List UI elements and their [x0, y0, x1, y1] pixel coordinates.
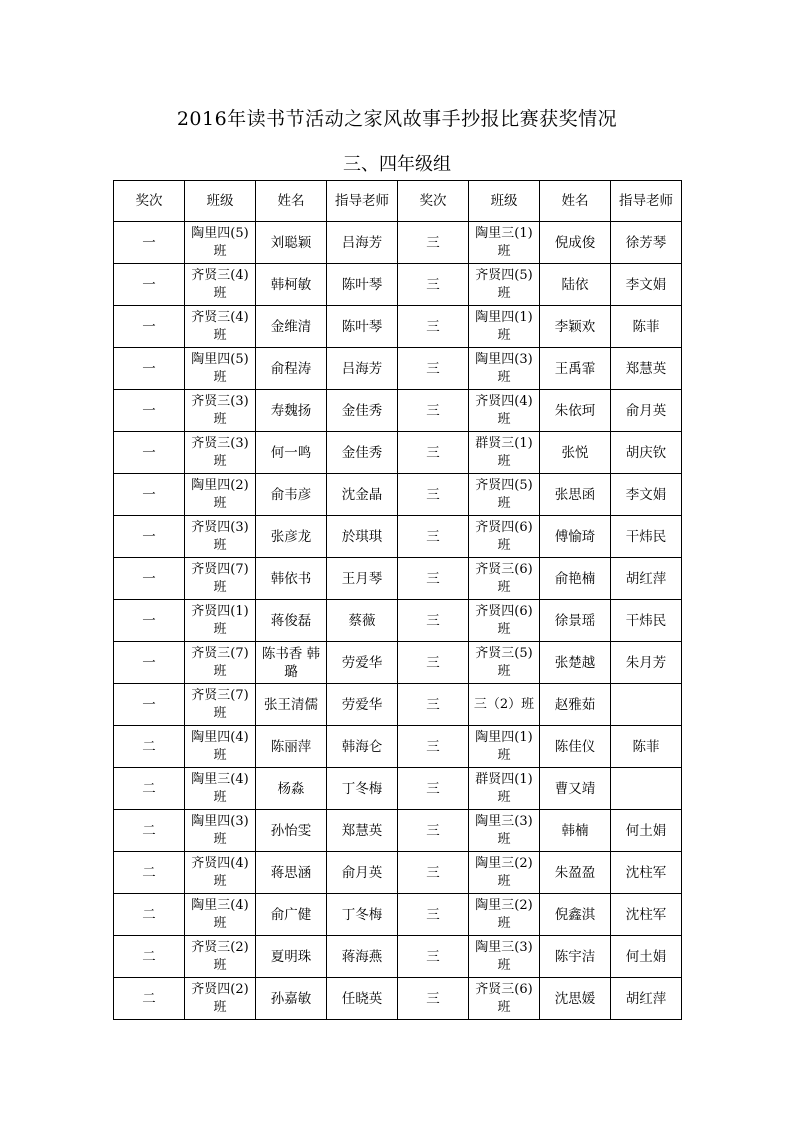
- class-name-cell: 齐贤三(5)班: [469, 642, 540, 684]
- award-rank-cell: 一: [114, 306, 185, 348]
- student-name-cell: 张思函: [540, 474, 611, 516]
- award-rank-cell: 一: [114, 474, 185, 516]
- teacher-name-cell: 李文娟: [611, 474, 682, 516]
- award-rank-cell: 三: [398, 264, 469, 306]
- award-rank-cell: 一: [114, 684, 185, 726]
- student-name-cell: 蒋思涵: [256, 852, 327, 894]
- column-header: 班级: [185, 181, 256, 222]
- teacher-name-cell: 俞月英: [327, 852, 398, 894]
- student-name-cell: 倪成俊: [540, 222, 611, 264]
- table-row: [114, 768, 682, 810]
- teacher-name-cell: 王月琴: [327, 558, 398, 600]
- teacher-name-cell: 何土娟: [611, 936, 682, 978]
- student-name-cell: 俞程涛: [256, 348, 327, 390]
- teacher-name-cell: 蔡薇: [327, 600, 398, 642]
- teacher-name-cell: 丁冬梅: [327, 768, 398, 810]
- class-name-cell: 齐贤三(4)班: [185, 264, 256, 306]
- teacher-name-cell: 韩海仑: [327, 726, 398, 768]
- award-rank-cell: 三: [398, 852, 469, 894]
- class-name-cell: 齐贤四(4)班: [185, 852, 256, 894]
- award-rank-cell: 二: [114, 852, 185, 894]
- class-name-cell: 齐贤四(4)班: [469, 390, 540, 432]
- teacher-name-cell: 金佳秀: [327, 390, 398, 432]
- table-row: [114, 600, 682, 642]
- student-name-cell: 陈佳仪: [540, 726, 611, 768]
- teacher-name-cell: 郑慧英: [327, 810, 398, 852]
- table-row: [114, 978, 682, 1020]
- class-name-cell: 三（2）班: [469, 684, 540, 726]
- teacher-name-cell: 胡红萍: [611, 978, 682, 1020]
- teacher-name-cell: 吕海芳: [327, 222, 398, 264]
- award-rank-cell: 一: [114, 558, 185, 600]
- class-name-cell: 陶里三(2)班: [469, 852, 540, 894]
- class-name-cell: 陶里四(3)班: [469, 348, 540, 390]
- student-name-cell: 俞广健: [256, 894, 327, 936]
- class-name-cell: 陶里三(4)班: [185, 894, 256, 936]
- table-row: [114, 936, 682, 978]
- teacher-name-cell: 胡庆钦: [611, 432, 682, 474]
- student-name-cell: 夏明珠: [256, 936, 327, 978]
- column-header: 姓名: [256, 181, 327, 222]
- class-name-cell: 齐贤三(3)班: [185, 390, 256, 432]
- award-rank-cell: 三: [398, 348, 469, 390]
- teacher-name-cell: 俞月英: [611, 390, 682, 432]
- teacher-name-cell: 陈叶琴: [327, 306, 398, 348]
- class-name-cell: 齐贤三(3)班: [185, 432, 256, 474]
- award-rank-cell: 三: [398, 768, 469, 810]
- student-name-cell: 曹又靖: [540, 768, 611, 810]
- student-name-cell: 赵雅茹: [540, 684, 611, 726]
- student-name-cell: 王禹霏: [540, 348, 611, 390]
- student-name-cell: 陈宇洁: [540, 936, 611, 978]
- class-name-cell: 陶里三(3)班: [469, 936, 540, 978]
- award-rank-cell: 三: [398, 390, 469, 432]
- class-name-cell: 陶里四(1)班: [469, 306, 540, 348]
- table-row: [114, 222, 682, 264]
- award-rank-cell: 一: [114, 390, 185, 432]
- student-name-cell: 张楚越: [540, 642, 611, 684]
- table-row: [114, 306, 682, 348]
- table-body: [114, 222, 682, 1020]
- award-rank-cell: 二: [114, 978, 185, 1020]
- student-name-cell: 俞艳楠: [540, 558, 611, 600]
- class-name-cell: 齐贤三(7)班: [185, 684, 256, 726]
- class-name-cell: 齐贤四(5)班: [469, 474, 540, 516]
- award-rank-cell: 一: [114, 264, 185, 306]
- table-row: [114, 684, 682, 726]
- group-subtitle: 三、四年级组: [343, 154, 451, 175]
- teacher-name-cell: 劳爱华: [327, 684, 398, 726]
- student-name-cell: 张悦: [540, 432, 611, 474]
- student-name-cell: 沈思媛: [540, 978, 611, 1020]
- class-name-cell: 齐贤四(7)班: [185, 558, 256, 600]
- award-rank-cell: 一: [114, 516, 185, 558]
- student-name-cell: 韩柯敏: [256, 264, 327, 306]
- student-name-cell: 朱依珂: [540, 390, 611, 432]
- teacher-name-cell: 陈叶琴: [327, 264, 398, 306]
- class-name-cell: 齐贤三(6)班: [469, 558, 540, 600]
- award-rank-cell: 三: [398, 306, 469, 348]
- teacher-name-cell: [611, 768, 682, 810]
- award-rank-cell: 二: [114, 768, 185, 810]
- teacher-name-cell: 李文娟: [611, 264, 682, 306]
- column-header: 指导老师: [327, 181, 398, 222]
- student-name-cell: 傅愉琦: [540, 516, 611, 558]
- student-name-cell: 倪鑫淇: [540, 894, 611, 936]
- teacher-name-cell: 朱月芳: [611, 642, 682, 684]
- student-name-cell: 张彦龙: [256, 516, 327, 558]
- column-header: 班级: [469, 181, 540, 222]
- award-rank-cell: 二: [114, 726, 185, 768]
- class-name-cell: 群贤三(1)班: [469, 432, 540, 474]
- class-name-cell: 陶里三(4)班: [185, 768, 256, 810]
- teacher-name-cell: 丁冬梅: [327, 894, 398, 936]
- award-rank-cell: 三: [398, 222, 469, 264]
- table-row: [114, 852, 682, 894]
- award-rank-cell: 二: [114, 936, 185, 978]
- teacher-name-cell: 沈金晶: [327, 474, 398, 516]
- awards-table: [113, 180, 682, 1020]
- column-header: 奖次: [398, 181, 469, 222]
- table-row: [114, 558, 682, 600]
- table-row: [114, 432, 682, 474]
- class-name-cell: 群贤四(1)班: [469, 768, 540, 810]
- teacher-name-cell: 干炜民: [611, 600, 682, 642]
- award-rank-cell: 三: [398, 894, 469, 936]
- class-name-cell: 陶里三(1)班: [469, 222, 540, 264]
- student-name-cell: 俞韦彦: [256, 474, 327, 516]
- student-name-cell: 韩依书: [256, 558, 327, 600]
- student-name-cell: 孙怡雯: [256, 810, 327, 852]
- teacher-name-cell: 郑慧英: [611, 348, 682, 390]
- student-name-cell: 徐景瑶: [540, 600, 611, 642]
- teacher-name-cell: 任晓英: [327, 978, 398, 1020]
- teacher-name-cell: 干炜民: [611, 516, 682, 558]
- award-rank-cell: 一: [114, 600, 185, 642]
- student-name-cell: 杨淼: [256, 768, 327, 810]
- award-rank-cell: 三: [398, 432, 469, 474]
- award-rank-cell: 三: [398, 474, 469, 516]
- award-rank-cell: 三: [398, 516, 469, 558]
- table-header-row: [114, 181, 682, 222]
- column-header: 姓名: [540, 181, 611, 222]
- award-rank-cell: 一: [114, 642, 185, 684]
- student-name-cell: 蒋俊磊: [256, 600, 327, 642]
- student-name-cell: 何一鸣: [256, 432, 327, 474]
- class-name-cell: 陶里四(1)班: [469, 726, 540, 768]
- table-row: [114, 264, 682, 306]
- table-row: [114, 642, 682, 684]
- award-rank-cell: 三: [398, 558, 469, 600]
- teacher-name-cell: 吕海芳: [327, 348, 398, 390]
- class-name-cell: 齐贤四(3)班: [185, 516, 256, 558]
- class-name-cell: 齐贤四(2)班: [185, 978, 256, 1020]
- class-name-cell: 陶里四(5)班: [185, 222, 256, 264]
- award-rank-cell: 三: [398, 642, 469, 684]
- class-name-cell: 陶里四(2)班: [185, 474, 256, 516]
- teacher-name-cell: 蒋海燕: [327, 936, 398, 978]
- student-name-cell: 韩楠: [540, 810, 611, 852]
- student-name-cell: 陈丽萍: [256, 726, 327, 768]
- table-row: [114, 390, 682, 432]
- class-name-cell: 齐贤四(1)班: [185, 600, 256, 642]
- class-name-cell: 齐贤四(5)班: [469, 264, 540, 306]
- class-name-cell: 齐贤三(6)班: [469, 978, 540, 1020]
- teacher-name-cell: 沈柱军: [611, 894, 682, 936]
- class-name-cell: 陶里四(5)班: [185, 348, 256, 390]
- class-name-cell: 齐贤三(4)班: [185, 306, 256, 348]
- table-row: [114, 894, 682, 936]
- teacher-name-cell: 陈菲: [611, 726, 682, 768]
- class-name-cell: 齐贤三(7)班: [185, 642, 256, 684]
- table-row: [114, 516, 682, 558]
- award-rank-cell: 三: [398, 810, 469, 852]
- award-rank-cell: 一: [114, 432, 185, 474]
- teacher-name-cell: 徐芳琴: [611, 222, 682, 264]
- table-row: [114, 474, 682, 516]
- teacher-name-cell: [611, 684, 682, 726]
- class-name-cell: 陶里三(2)班: [469, 894, 540, 936]
- class-name-cell: 齐贤三(2)班: [185, 936, 256, 978]
- teacher-name-cell: 金佳秀: [327, 432, 398, 474]
- table-row: [114, 726, 682, 768]
- class-name-cell: 陶里四(4)班: [185, 726, 256, 768]
- award-rank-cell: 二: [114, 894, 185, 936]
- student-name-cell: 陆依: [540, 264, 611, 306]
- award-rank-cell: 一: [114, 348, 185, 390]
- award-rank-cell: 三: [398, 600, 469, 642]
- student-name-cell: 金维清: [256, 306, 327, 348]
- award-rank-cell: 三: [398, 684, 469, 726]
- table-row: [114, 348, 682, 390]
- award-rank-cell: 三: [398, 726, 469, 768]
- student-name-cell: 刘聪颖: [256, 222, 327, 264]
- student-name-cell: 寿魏扬: [256, 390, 327, 432]
- class-name-cell: 陶里四(3)班: [185, 810, 256, 852]
- class-name-cell: 陶里三(3)班: [469, 810, 540, 852]
- teacher-name-cell: 胡红萍: [611, 558, 682, 600]
- student-name-cell: 朱盈盈: [540, 852, 611, 894]
- student-name-cell: 李颖欢: [540, 306, 611, 348]
- teacher-name-cell: 陈菲: [611, 306, 682, 348]
- document-title: 2016年读书节活动之家风故事手抄报比赛获奖情况: [176, 108, 618, 130]
- award-rank-cell: 一: [114, 222, 185, 264]
- award-rank-cell: 二: [114, 810, 185, 852]
- student-name-cell: 陈书香 韩璐: [256, 642, 327, 684]
- column-header: 指导老师: [611, 181, 682, 222]
- teacher-name-cell: 沈柱军: [611, 852, 682, 894]
- award-rank-cell: 三: [398, 978, 469, 1020]
- class-name-cell: 齐贤四(6)班: [469, 516, 540, 558]
- student-name-cell: 孙嘉敏: [256, 978, 327, 1020]
- award-rank-cell: 三: [398, 936, 469, 978]
- teacher-name-cell: 於琪琪: [327, 516, 398, 558]
- class-name-cell: 齐贤四(6)班: [469, 600, 540, 642]
- teacher-name-cell: 何土娟: [611, 810, 682, 852]
- teacher-name-cell: 劳爱华: [327, 642, 398, 684]
- table-row: [114, 810, 682, 852]
- student-name-cell: 张王清儒: [256, 684, 327, 726]
- column-header: 奖次: [114, 181, 185, 222]
